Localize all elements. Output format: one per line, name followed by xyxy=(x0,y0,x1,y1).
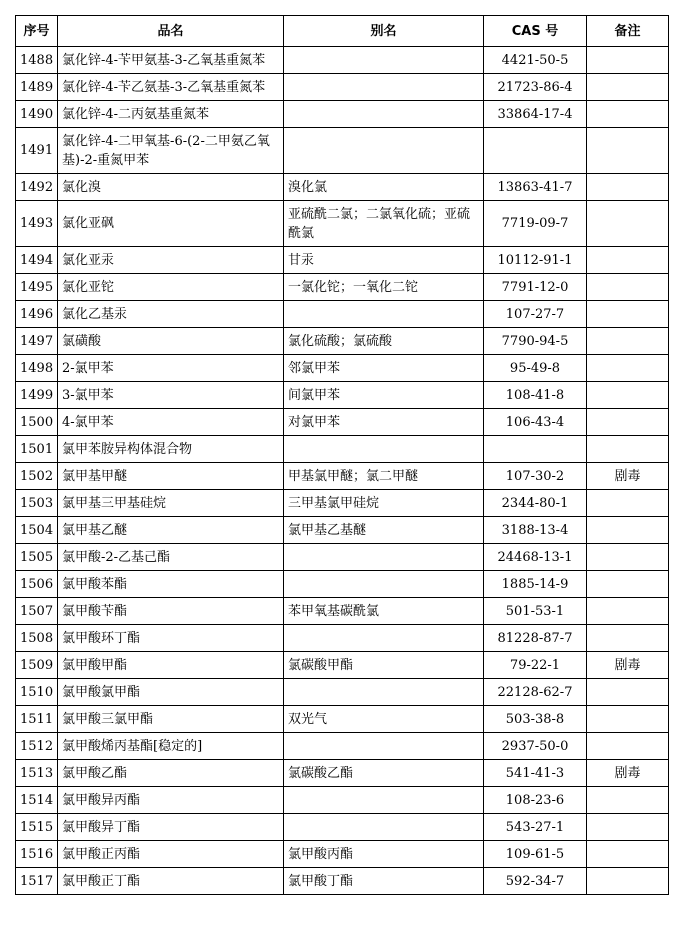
row-number: 1490 xyxy=(16,101,58,128)
row-note xyxy=(587,517,669,544)
row-cas: 107-27-7 xyxy=(484,301,587,328)
row-cas: 2937-50-0 xyxy=(484,733,587,760)
row-number: 1506 xyxy=(16,571,58,598)
table-row xyxy=(16,868,669,895)
row-number: 1508 xyxy=(16,625,58,652)
table-row xyxy=(16,382,669,409)
row-alias: 甘汞 xyxy=(284,247,484,274)
row-note xyxy=(587,409,669,436)
row-name: 氯甲酸三氯甲酯 xyxy=(58,706,284,733)
row-alias: 甲基氯甲醚；氯二甲醚 xyxy=(284,463,484,490)
row-number: 1492 xyxy=(16,174,58,201)
row-cas: 7719-09-7 xyxy=(484,201,587,247)
row-alias: 苯甲氧基碳酰氯 xyxy=(284,598,484,625)
row-number: 1491 xyxy=(16,128,58,174)
table-row xyxy=(16,490,669,517)
header-alias: 别名 xyxy=(284,16,484,47)
row-alias: 氯碳酸甲酯 xyxy=(284,652,484,679)
row-number: 1515 xyxy=(16,814,58,841)
row-name: 2-氯甲苯 xyxy=(58,355,284,382)
row-number: 1516 xyxy=(16,841,58,868)
row-cas: 543-27-1 xyxy=(484,814,587,841)
row-alias: 氯化硫酸；氯硫酸 xyxy=(284,328,484,355)
row-name: 氯甲酸苯酯 xyxy=(58,571,284,598)
row-alias: 双光气 xyxy=(284,706,484,733)
row-alias: 溴化氯 xyxy=(284,174,484,201)
row-alias: 邻氯甲苯 xyxy=(284,355,484,382)
row-alias: 对氯甲苯 xyxy=(284,409,484,436)
table-row xyxy=(16,652,669,679)
row-note xyxy=(587,101,669,128)
row-alias xyxy=(284,74,484,101)
row-note xyxy=(587,128,669,174)
header-row xyxy=(16,16,669,47)
row-number: 1500 xyxy=(16,409,58,436)
row-note xyxy=(587,841,669,868)
row-note xyxy=(587,174,669,201)
row-note xyxy=(587,328,669,355)
row-number: 1514 xyxy=(16,787,58,814)
row-cas: 4421-50-5 xyxy=(484,47,587,74)
row-note xyxy=(587,544,669,571)
row-number: 1493 xyxy=(16,201,58,247)
row-number: 1497 xyxy=(16,328,58,355)
row-cas: 107-30-2 xyxy=(484,463,587,490)
header-no: 序号 xyxy=(16,16,58,47)
table-row xyxy=(16,409,669,436)
row-cas: 592-34-7 xyxy=(484,868,587,895)
row-cas: 541-41-3 xyxy=(484,760,587,787)
row-alias: 氯碳酸乙酯 xyxy=(284,760,484,787)
row-cas: 1885-14-9 xyxy=(484,571,587,598)
row-alias: 氯甲酸丙酯 xyxy=(284,841,484,868)
row-cas: 81228-87-7 xyxy=(484,625,587,652)
row-note: 剧毒 xyxy=(587,463,669,490)
table-row xyxy=(16,436,669,463)
row-name: 3-氯甲苯 xyxy=(58,382,284,409)
row-number: 1507 xyxy=(16,598,58,625)
row-note xyxy=(587,274,669,301)
row-name: 氯化锌-4-二丙氨基重氮苯 xyxy=(58,101,284,128)
row-number: 1509 xyxy=(16,652,58,679)
row-cas: 501-53-1 xyxy=(484,598,587,625)
row-cas: 3188-13-4 xyxy=(484,517,587,544)
row-number: 1510 xyxy=(16,679,58,706)
row-note xyxy=(587,733,669,760)
table-row xyxy=(16,247,669,274)
row-cas xyxy=(484,128,587,174)
row-cas: 22128-62-7 xyxy=(484,679,587,706)
row-note xyxy=(587,679,669,706)
row-number: 1501 xyxy=(16,436,58,463)
row-name: 4-氯甲苯 xyxy=(58,409,284,436)
row-cas: 95-49-8 xyxy=(484,355,587,382)
row-name: 氯化锌-4-二甲氧基-6-(2-二甲氨乙氧基)-2-重氮甲苯 xyxy=(58,128,284,174)
table-row xyxy=(16,571,669,598)
row-alias xyxy=(284,128,484,174)
row-alias xyxy=(284,571,484,598)
row-number: 1502 xyxy=(16,463,58,490)
row-note xyxy=(587,868,669,895)
row-alias xyxy=(284,625,484,652)
row-alias: 三甲基氯甲硅烷 xyxy=(284,490,484,517)
row-name: 氯甲基三甲基硅烷 xyxy=(58,490,284,517)
row-alias xyxy=(284,47,484,74)
row-number: 1495 xyxy=(16,274,58,301)
row-note xyxy=(587,201,669,247)
table-row xyxy=(16,47,669,74)
row-note xyxy=(587,814,669,841)
row-number: 1505 xyxy=(16,544,58,571)
row-number: 1489 xyxy=(16,74,58,101)
row-number: 1513 xyxy=(16,760,58,787)
row-name: 氯化锌-4-苄甲氨基-3-乙氧基重氮苯 xyxy=(58,47,284,74)
table-body xyxy=(16,47,669,895)
row-cas: 2344-80-1 xyxy=(484,490,587,517)
row-note xyxy=(587,355,669,382)
row-note xyxy=(587,571,669,598)
row-number: 1504 xyxy=(16,517,58,544)
row-cas: 24468-13-1 xyxy=(484,544,587,571)
table-row xyxy=(16,74,669,101)
table-row xyxy=(16,814,669,841)
row-name: 氯磺酸 xyxy=(58,328,284,355)
row-name: 氯化亚汞 xyxy=(58,247,284,274)
row-note xyxy=(587,706,669,733)
table-row xyxy=(16,274,669,301)
row-cas: 7791-12-0 xyxy=(484,274,587,301)
row-alias xyxy=(284,101,484,128)
table-row xyxy=(16,706,669,733)
row-name: 氯化锌-4-苄乙氨基-3-乙氧基重氮苯 xyxy=(58,74,284,101)
row-name: 氯化亚砜 xyxy=(58,201,284,247)
row-number: 1511 xyxy=(16,706,58,733)
row-cas: 79-22-1 xyxy=(484,652,587,679)
row-name: 氯甲酸烯丙基酯[稳定的] xyxy=(58,733,284,760)
row-note xyxy=(587,382,669,409)
row-number: 1494 xyxy=(16,247,58,274)
table-row xyxy=(16,355,669,382)
row-number: 1498 xyxy=(16,355,58,382)
row-name: 氯甲酸环丁酯 xyxy=(58,625,284,652)
row-cas: 13863-41-7 xyxy=(484,174,587,201)
row-note xyxy=(587,47,669,74)
row-name: 氯甲酸异丁酯 xyxy=(58,814,284,841)
row-note xyxy=(587,301,669,328)
row-alias xyxy=(284,436,484,463)
row-name: 氯化亚铊 xyxy=(58,274,284,301)
row-name: 氯甲基乙醚 xyxy=(58,517,284,544)
row-note xyxy=(587,598,669,625)
row-alias: 氯甲酸丁酯 xyxy=(284,868,484,895)
row-note xyxy=(587,74,669,101)
table-row xyxy=(16,128,669,174)
row-alias: 亚硫酰二氯；二氯氧化硫；亚硫酰氯 xyxy=(284,201,484,247)
row-name: 氯甲酸正丁酯 xyxy=(58,868,284,895)
table-row xyxy=(16,201,669,247)
table-row xyxy=(16,463,669,490)
row-number: 1496 xyxy=(16,301,58,328)
row-name: 氯化溴 xyxy=(58,174,284,201)
table-row xyxy=(16,841,669,868)
table-row xyxy=(16,174,669,201)
table-row xyxy=(16,733,669,760)
row-alias xyxy=(284,814,484,841)
row-alias: 间氯甲苯 xyxy=(284,382,484,409)
row-name: 氯甲酸正丙酯 xyxy=(58,841,284,868)
row-alias: 氯甲基乙基醚 xyxy=(284,517,484,544)
row-number: 1499 xyxy=(16,382,58,409)
row-alias: 一氯化铊；一氧化二铊 xyxy=(284,274,484,301)
row-cas: 108-23-6 xyxy=(484,787,587,814)
row-alias xyxy=(284,544,484,571)
table-row xyxy=(16,517,669,544)
table-row xyxy=(16,301,669,328)
header-name: 品名 xyxy=(58,16,284,47)
row-name: 氯甲酸-2-乙基己酯 xyxy=(58,544,284,571)
row-cas: 10112-91-1 xyxy=(484,247,587,274)
row-note: 剧毒 xyxy=(587,760,669,787)
row-note: 剧毒 xyxy=(587,652,669,679)
row-cas: 503-38-8 xyxy=(484,706,587,733)
row-alias xyxy=(284,787,484,814)
row-cas xyxy=(484,436,587,463)
row-alias xyxy=(284,679,484,706)
row-cas: 21723-86-4 xyxy=(484,74,587,101)
row-note xyxy=(587,625,669,652)
row-name: 氯甲酸苄酯 xyxy=(58,598,284,625)
row-cas: 33864-17-4 xyxy=(484,101,587,128)
row-name: 氯甲酸甲酯 xyxy=(58,652,284,679)
row-note xyxy=(587,247,669,274)
chemical-table xyxy=(15,15,669,895)
row-name: 氯甲酸氯甲酯 xyxy=(58,679,284,706)
row-alias xyxy=(284,733,484,760)
row-number: 1512 xyxy=(16,733,58,760)
row-number: 1488 xyxy=(16,47,58,74)
row-name: 氯甲苯胺异构体混合物 xyxy=(58,436,284,463)
row-name: 氯甲酸异丙酯 xyxy=(58,787,284,814)
row-cas: 109-61-5 xyxy=(484,841,587,868)
row-alias xyxy=(284,301,484,328)
table-row xyxy=(16,787,669,814)
row-cas: 7790-94-5 xyxy=(484,328,587,355)
row-note xyxy=(587,490,669,517)
table-row xyxy=(16,544,669,571)
row-name: 氯化乙基汞 xyxy=(58,301,284,328)
row-number: 1517 xyxy=(16,868,58,895)
header-cas: CAS 号 xyxy=(484,16,587,47)
table-row xyxy=(16,598,669,625)
row-note xyxy=(587,436,669,463)
table-row xyxy=(16,101,669,128)
table-row xyxy=(16,679,669,706)
row-cas: 108-41-8 xyxy=(484,382,587,409)
table-row xyxy=(16,760,669,787)
row-note xyxy=(587,787,669,814)
row-cas: 106-43-4 xyxy=(484,409,587,436)
row-name: 氯甲基甲醚 xyxy=(58,463,284,490)
row-name: 氯甲酸乙酯 xyxy=(58,760,284,787)
table-row xyxy=(16,625,669,652)
row-number: 1503 xyxy=(16,490,58,517)
table-row xyxy=(16,328,669,355)
header-note: 备注 xyxy=(587,16,669,47)
